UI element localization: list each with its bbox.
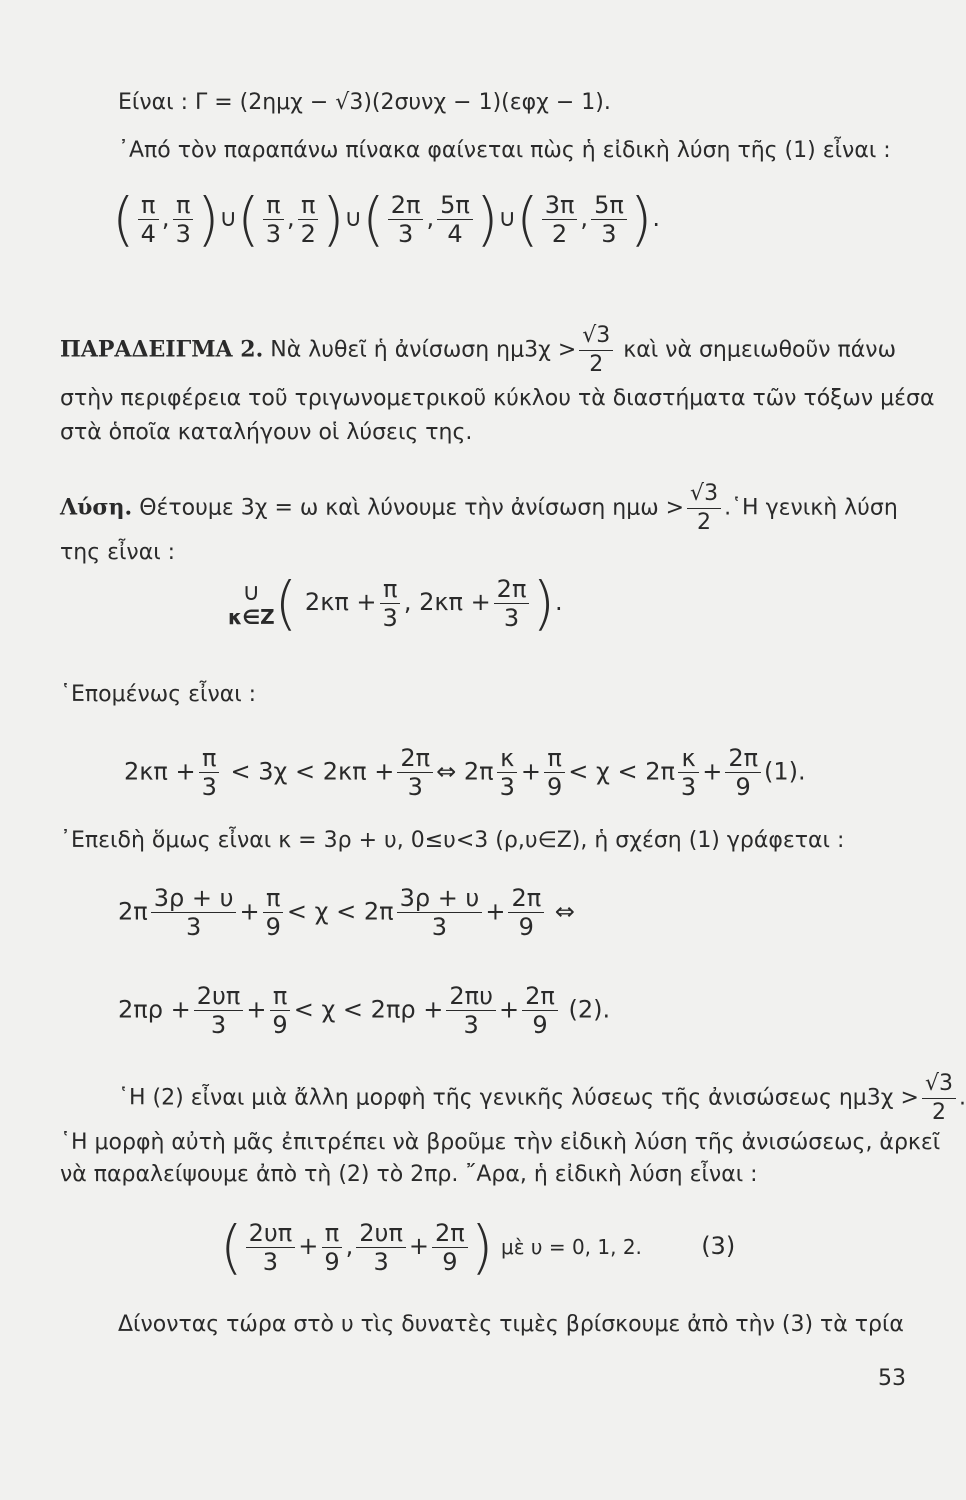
example-line-2: στὴν περιφέρεια τοῦ τριγωνομετρικοῦ κύκλου τὰ διαστήματα τῶν τόξων μέσα [60,386,935,411]
intro-line-2: ᾿Από τὸν παραπάνω πίνακα φαίνεται πὼς ἡ εἰδικὴ λύση τῆς (1) εἶναι : [118,138,891,163]
example-heading: ΠΑΡΑΔΕΙΓΜΑ 2. [60,336,264,363]
solution-label: Λύση. [60,494,133,521]
solution-line-1: Λύση. Θέτουμε 3χ = ω καὶ λύνουμε τὴν ἀνίσωση ημω > $\frac{√3}{2}$ .῾Η γενικὴ λύση [60,481,898,535]
form-line-3: νὰ παραλείψουμε ἀπὸ τὴ (2) τὸ 2πρ. ῎Αρα, ἡ εἰδικὴ λύση εἶναι : [60,1162,758,1187]
inequality-3: 2πρ + $\frac{2\upsilon\pi}{3}$ + $\frac{\pi}{9}$ < χ < 2πρ + $\frac{2\pi\upsilon}{3}$ + $\frac{2\pi}{9}$ (2). [118,982,611,1039]
form-line-1: ῾Η (2) εἶναι μιὰ ἄλλη μορφὴ τῆς γενικῆς λύσεως τῆς ἀνισώσεως ημ3χ > $\frac{√3}{2}$ . [118,1071,966,1125]
hence-line: ῾Επομένως εἶναι : [60,682,257,707]
inequality-1: 2κπ + $\frac{\pi}{3}$ < 3χ < 2κπ + $\frac{2\pi}{3}$ ⇔ 2π $\frac{\kappa}{3}$ + $\frac{\pi}{9}$ < χ < 2π $\frac{\kappa}{3}$ + $\frac{2\pi}{9}$ (1). [124,744,806,801]
intro-line-1: Είναι : Γ = (2ημχ − √3)(2συνχ − 1)(εφχ − 1). [118,90,611,115]
example-line-3: στὰ ὁποῖα καταλήγουν οἱ λύσεις της. [60,420,473,445]
form-line-2: ῾Η μορφὴ αὐτὴ μᾶς ἐπιτρέπει νὰ βροῦμε τὴν εἰδικὴ λύση τῆς ἀνισώσεως, ἀρκεῖ [60,1130,941,1155]
last-line: Δίνοντας τώρα στὸ υ τὶς δυνατὲς τιμὲς βρίσκουμε ἀπὸ τὴν (3) τὰ τρία [118,1312,904,1337]
special-solution: ( $\frac{2\upsilon\pi}{3}$ + $\frac{\pi}{9}$ , $\frac{2\upsilon\pi}{3}$ + $\frac{2\pi}{9}$ ) μὲ υ = 0, 1, 2. (3) [220,1213,736,1281]
example-line-1: ΠΑΡΑΔΕΙΓΜΑ 2. Νὰ λυθεῖ ἡ ἀνίσωση ημ3χ > $\frac{√3}{2}$ καὶ νὰ σημειωθοῦν πάνω [60,323,896,377]
inequality-2: 2π $\frac{3\rho + \upsilon}{3}$ + $\frac{\pi}{9}$ < χ < 2π $\frac{3\rho + \upsilon}{3}$ + $\frac{2\pi}{9}$ ⇔ [118,884,575,941]
general-solution: ∪ κ∈Ζ ( 2κπ + $\frac{\pi}{3}$ , 2κπ + $\frac{2\pi}{3}$ ). [228,569,563,637]
union-of-intervals: ( $\frac{\pi}{4}$ , $\frac{\pi}{3}$ )∪( $\frac{\pi}{3}$ , $\frac{\pi}{2}$ )∪( $\frac{2\pi}{3}$ , $\frac{5\pi}{4}$ )∪( $\frac{3\pi}{2}$ , $\frac{5\pi}{3}$ ). [112,185,661,253]
solution-line-2: της εἶναι : [60,540,176,565]
page-number: 53 [878,1366,906,1391]
since-line: ᾿Επειδὴ ὅμως εἶναι κ = 3ρ + υ, 0≤υ<3 (ρ,υ∈Ζ), ἡ σχέση (1) γράφεται : [60,828,845,853]
